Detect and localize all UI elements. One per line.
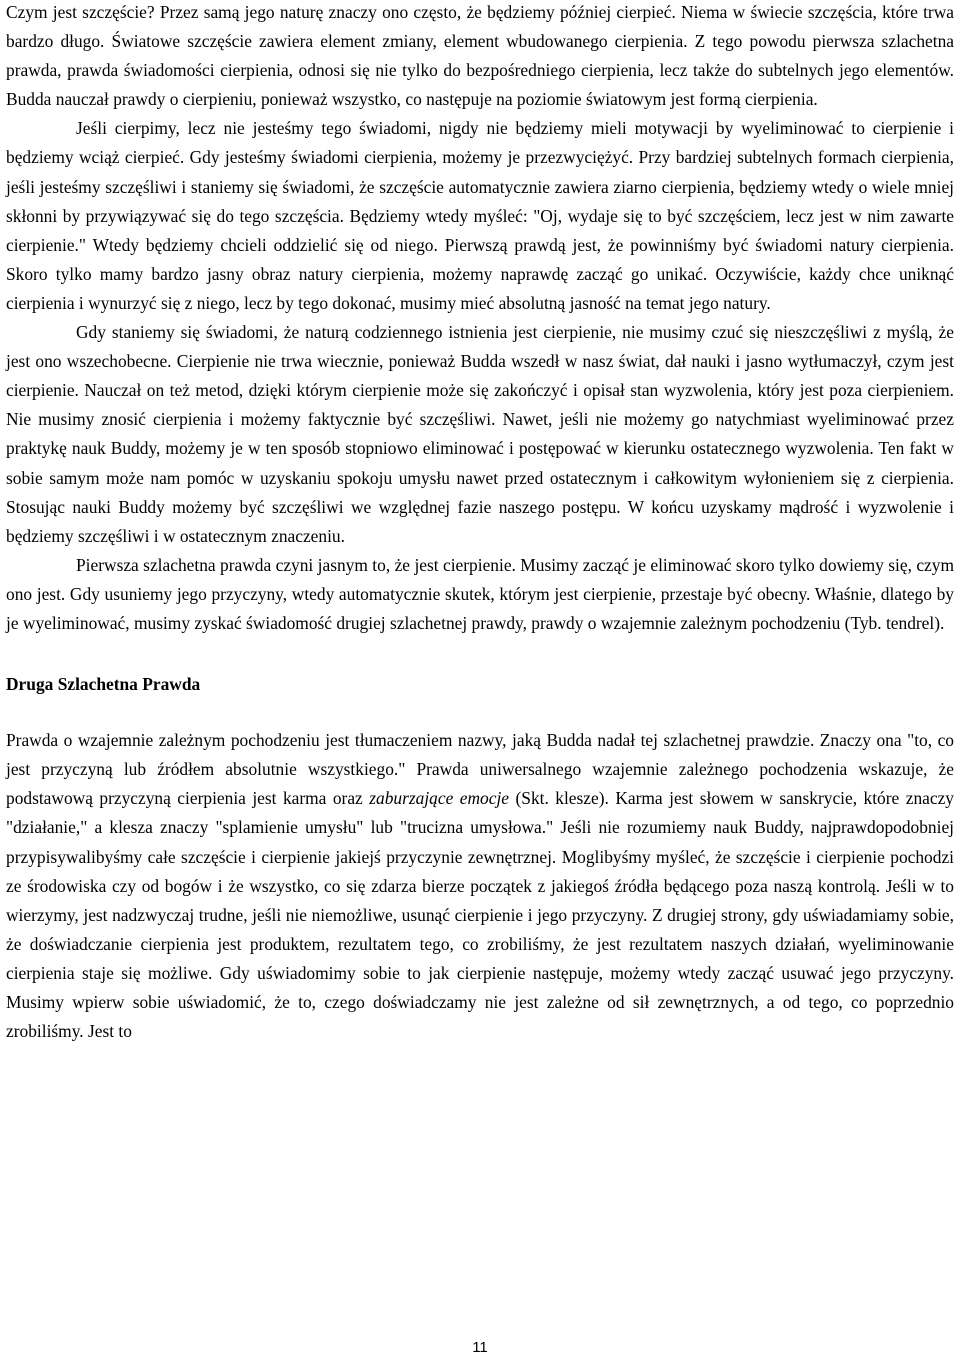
paragraph-natura-istnienia: Gdy staniemy się świadomi, że naturą codziennego istnienia jest cierpienie, nie musimy czuć się nieszczęśliwi z myślą, że jest ono wszechobecne. Cierpienie nie trwa wiecznie, ponieważ Budda wszedł w nasz świat, dał nauki i jasno wytłumaczył, czym jest cierpienie. Nauczał on też metod, dzięki którym cierpienie może się zakończyć i opisał stan wyzwolenia, który jest poza cierpieniem. Nie musimy znosić cierpienia i możemy faktycznie być szczęśliwi. Nawet, jeśli nie możemy go natychmiast wyeliminować przez praktykę nauk Buddy, możemy je w ten sposób stopniowo eliminować i postępować w kierunku ostatecznego wyzwolenia. Ten fakt w sobie samym może nam pomóc w uzyskaniu spokoju umysłu nawet przed ostatecznym i całkowitym wyłonieniem się z cierpienia. Stosując nauki Buddy możemy być szczęśliwi we względnej fazie naszego postępu. W końcu uzyskamy mądrość i wyzwolenie i będziemy szczęśliwi i w ostatecznym znaczeniu. <box>6 322 954 546</box>
paragraph-text: Prawda o wzajemnie zależnym pochodzeniu jest tłumaczeniem nazwy, jaką Budda nadał tej szlachetnej prawdzie. Znaczy ona "to, co jest przyczyną lub źródłem absolutnie wszystkiego." Prawda uniwersalnego wzajemnie zależnego pochodzenia wskazuje, że podstawową przyczyną cierpienia jest karma oraz <box>6 730 954 809</box>
paragraph-pierwsza-prawda: Pierwsza szlachetna prawda czyni jasnym to, że jest cierpienie. Musimy zacząć je eliminować skoro tylko dowiemy się, czym ono jest. Gdy usuniemy jego przyczyny, wtedy automatycznie skutek, którym jest cierpienie, przestaje być obecny. Właśnie, dlatego by je wyeliminować, musimy zyskać świadomość drugiej szlachetnej prawdy, prawdy o wzajemnie zależnym pochodzeniu (Tyb. tendrel). <box>6 554 954 633</box>
spacer <box>6 699 954 726</box>
paragraph-szczescie: Czym jest szczęście? Przez samą jego naturę znaczy ono często, że będziemy później cierpieć. Niema w świecie szczęścia, które trwa bardzo długo. Światowe szczęście zawiera element zmiany, element wbudowanego cierpienia. Z tego powodu pierwsza szlachetna prawda, prawda świadomości cierpienia, odnosi się nie tylko do bezpośredniego cierpienia, lecz także do subtelnych jego elementów. Budda nauczał prawdy o cierpieniu, ponieważ wszystko, co następuje na poziomie światowym jest formą cierpienia. <box>6 2 954 110</box>
paragraph-swiadomosc-cierpienia: Jeśli cierpimy, lecz nie jesteśmy tego świadomi, nigdy nie będziemy mieli motywacji by wyeliminować to cierpienie i będziemy wciąż cierpieć. Gdy jesteśmy świadomi cierpienia, możemy je przezwyciężyć. Przy bardziej subtelnych formach cierpienia, jeśli jesteśmy szczęśliwi i staniemy się świadomi, że szczęście automatycznie zawiera ziarno cierpienia, będziemy wtedy o wiele mniej skłonni by przywiązywać się do tego szczęścia. Będziemy wtedy myśleć: "Oj, wydaje się to być szczęściem, lecz jest w nim zawarte cierpienie." Wtedy będziemy chcieli oddzielić się od niego. Pierwszą prawdą jest, że powinniśmy być świadomi natury cierpienia. Skoro tylko mamy bardzo jasny obraz natury cierpienia, możemy naprawdę zacząć go unikać. Oczywiście, każdy chce uniknąć cierpienia i wynurzyć się z niego, lecz by tego dokonać, musimy mieć absolutną jasność na temat jego natury. <box>6 118 954 313</box>
paragraph-text: (Skt. klesze). Karma jest słowem w sanskrycie, które znaczy "działanie," a klesza znaczy "splamienie umysłu" lub "trucizna umysłowa." Jeśli nie rozumiemy nauk Buddy, najprawdopodobniej przypisywalibyśmy całe szczęście i cierpienie jakiejś przyczynie zewnętrznej. Moglibyśmy myśleć, że szczęście i cierpienie pochodzi ze środowiska czy od bogów i że wszystko, co się zdarza bierze początek z jakiegoś źródła będącego poza naszą kontrolą. Jeśli w to wierzymy, jest nadzwyczaj trudne, jeśli nie niemożliwe, usunąć cierpienie i jego przyczyny. Z drugiej strony, gdy uświadamiamy sobie, że doświadczanie cierpienia jest produktem, rezultatem tego, co zrobiliśmy, że jest rezultatem naszych działań, wyeliminowanie cierpienia staje się możliwe. Gdy uświadomimy sobie to jak cierpienie następuje, możemy wtedy zacząć usuwać jego przyczyny. Musimy wpierw sobie uświadomić, że to, czego doświadczamy nie jest zależne od sił zewnętrznych, a od tego, co poprzednio zrobiliśmy. Jest to <box>6 788 954 1042</box>
italic-term: zaburzające emocje <box>369 788 510 809</box>
paragraph-wzajemne-pochodzenie <box>6 726 954 1046</box>
section-heading: Druga Szlachetna Prawda <box>6 674 201 695</box>
spacer <box>6 638 954 670</box>
page-number: 11 <box>472 1339 488 1356</box>
